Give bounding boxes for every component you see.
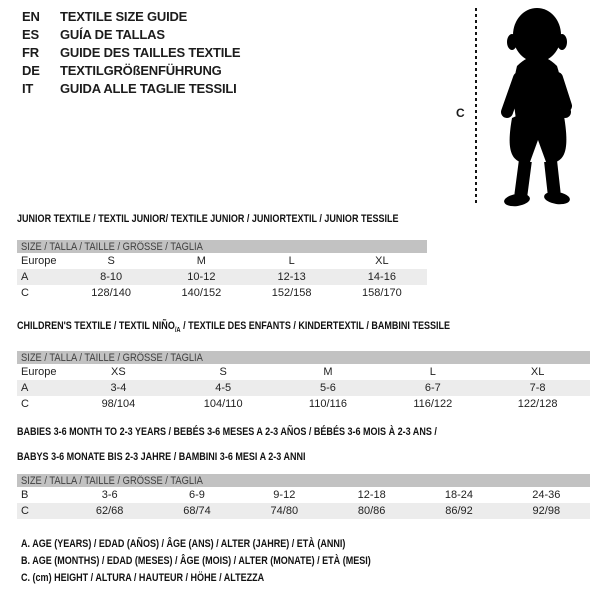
table-cell: XS	[111, 366, 126, 379]
table-row	[17, 396, 590, 412]
table-cell: L	[429, 366, 436, 379]
junior-section-title: JUNIOR TEXTILE / TEXTIL JUNIOR/ TEXTILE JUNIOR / JUNIORTEXTIL / JUNIOR TESSILE	[17, 213, 399, 225]
size-header-label: SIZE / TALLA / TAILLE / GRÖSSE / TAGLIA	[21, 351, 203, 364]
language-title: GUIDA ALLE TAGLIE TESSILI	[60, 81, 237, 96]
legend-line-c: C. (cm) HEIGHT / ALTURA / HAUTEUR / HÖHE / ALTEZZA	[21, 572, 265, 584]
language-code: ES	[22, 27, 39, 42]
table-cell: M	[196, 255, 206, 267]
table-cell: 62/68	[66, 503, 153, 519]
size-header-bar	[17, 351, 590, 364]
size-header-bar	[17, 240, 427, 253]
table-cell: XL	[375, 255, 389, 267]
table-row	[17, 364, 590, 380]
junior-size-table	[17, 240, 427, 301]
children-title-sub: /A	[174, 327, 181, 335]
children-size-table	[17, 351, 590, 412]
table-row	[17, 269, 427, 285]
table-cell: XL	[530, 366, 545, 379]
language-row	[22, 8, 240, 26]
table-cell: 18-24	[444, 489, 474, 501]
row-label-cell: Europe	[21, 255, 57, 267]
table-row	[17, 253, 427, 269]
language-code: EN	[22, 9, 40, 24]
language-code: DE	[22, 63, 40, 78]
height-dashed-line	[475, 8, 477, 206]
table-cell: 122/128	[517, 398, 558, 411]
row-label-cell: C	[21, 398, 29, 411]
legend-line-a: A. AGE (YEARS) / EDAD (AÑOS) / ÂGE (ANS) / ALTER (JAHRE) / ETÀ (ANNI)	[21, 538, 346, 550]
row-label-cell: C	[21, 287, 29, 299]
language-title: TEXTILE SIZE GUIDE	[60, 9, 188, 24]
language-code: FR	[22, 45, 39, 60]
row-label-cell: B	[21, 489, 29, 501]
table-row	[17, 503, 590, 519]
table-cell: 152/158	[271, 287, 312, 299]
table-cell: 116/122	[413, 398, 453, 411]
legend-line-b: B. AGE (MONTHS) / EDAD (MESES) / ÂGE (MOIS) / ALTER (MONATE) / ETÀ (MESI)	[21, 555, 371, 567]
table-cell: 68/74	[153, 503, 240, 519]
language-row	[22, 62, 240, 80]
children-title-pre: CHILDREN'S TEXTILE / TEXTIL NIÑO	[17, 320, 175, 332]
table-cell: 6-9	[189, 489, 205, 501]
row-label-cell: A	[17, 380, 66, 396]
measurement-legend	[21, 536, 448, 587]
table-cell: 14-16	[337, 269, 427, 285]
size-header-label: SIZE / TALLA / TAILLE / GRÖSSE / TAGLIA	[21, 240, 203, 253]
table-cell: 7-8	[485, 380, 590, 396]
babies-section-title-line2: BABYS 3-6 MONATE BIS 2-3 JAHRE / BAMBINI 3-6 MESI A 2-3 ANNI	[17, 451, 306, 463]
language-title: TEXTILGRÖßENFÜHRUNG	[60, 63, 222, 78]
table-cell: 5-6	[276, 380, 381, 396]
language-title: GUIDE DES TAILLES TEXTILE	[60, 45, 241, 60]
table-cell: L	[288, 255, 295, 267]
table-cell: M	[323, 366, 333, 379]
size-header-label: SIZE / TALLA / TAILLE / GRÖSSE / TAGLIA	[21, 474, 203, 487]
children-title-post: / TEXTILE DES ENFANTS / KINDERTEXTIL / BAMBINI TESSILE	[180, 320, 451, 332]
table-cell: 158/170	[361, 287, 402, 299]
table-cell: 10-12	[156, 269, 246, 285]
row-label-cell: C	[17, 503, 66, 519]
baby-silhouette-icon	[484, 6, 590, 210]
language-title: GUÍA DE TALLAS	[60, 27, 165, 42]
size-header-bar	[17, 474, 590, 487]
table-cell: S	[107, 255, 115, 267]
table-row	[17, 285, 427, 301]
table-cell: 3-6	[101, 489, 118, 501]
table-row	[17, 487, 590, 503]
language-list	[22, 8, 240, 98]
table-cell: 9-12	[273, 489, 296, 501]
table-cell: 128/140	[91, 287, 131, 299]
height-measure-label: C	[456, 106, 465, 120]
language-row	[22, 44, 240, 62]
table-cell: 24-36	[532, 489, 561, 501]
babies-section-title-line1: BABIES 3-6 MONTH TO 2-3 YEARS / BEBÉS 3-6 MESES A 2-3 AÑOS / BÉBÉS 3-6 MOIS À 2-3 ANS /	[17, 426, 437, 438]
babies-size-table	[17, 474, 590, 519]
table-cell: 74/80	[241, 503, 328, 519]
children-section	[17, 320, 590, 412]
table-cell: 3-4	[66, 380, 171, 396]
row-label-cell: Europe	[21, 366, 57, 379]
table-cell: 12-18	[357, 489, 386, 501]
table-cell: S	[219, 366, 227, 379]
children-section-title	[17, 320, 487, 337]
language-code: IT	[22, 81, 34, 96]
table-cell: 12-13	[247, 269, 337, 285]
table-cell: 110/116	[308, 398, 348, 411]
table-cell: 86/92	[415, 503, 502, 519]
table-cell: 104/110	[203, 398, 243, 411]
babies-section	[17, 424, 590, 519]
language-row	[22, 26, 240, 44]
language-row	[22, 80, 240, 98]
table-cell: 98/104	[101, 398, 136, 411]
table-cell: 6-7	[380, 380, 485, 396]
table-cell: 140/152	[181, 287, 222, 299]
table-cell: 80/86	[328, 503, 415, 519]
row-label-cell: A	[17, 269, 66, 285]
junior-section	[17, 213, 427, 301]
table-row	[17, 380, 590, 396]
table-cell: 92/98	[503, 503, 590, 519]
table-cell: 8-10	[66, 269, 156, 285]
table-cell: 4-5	[171, 380, 276, 396]
